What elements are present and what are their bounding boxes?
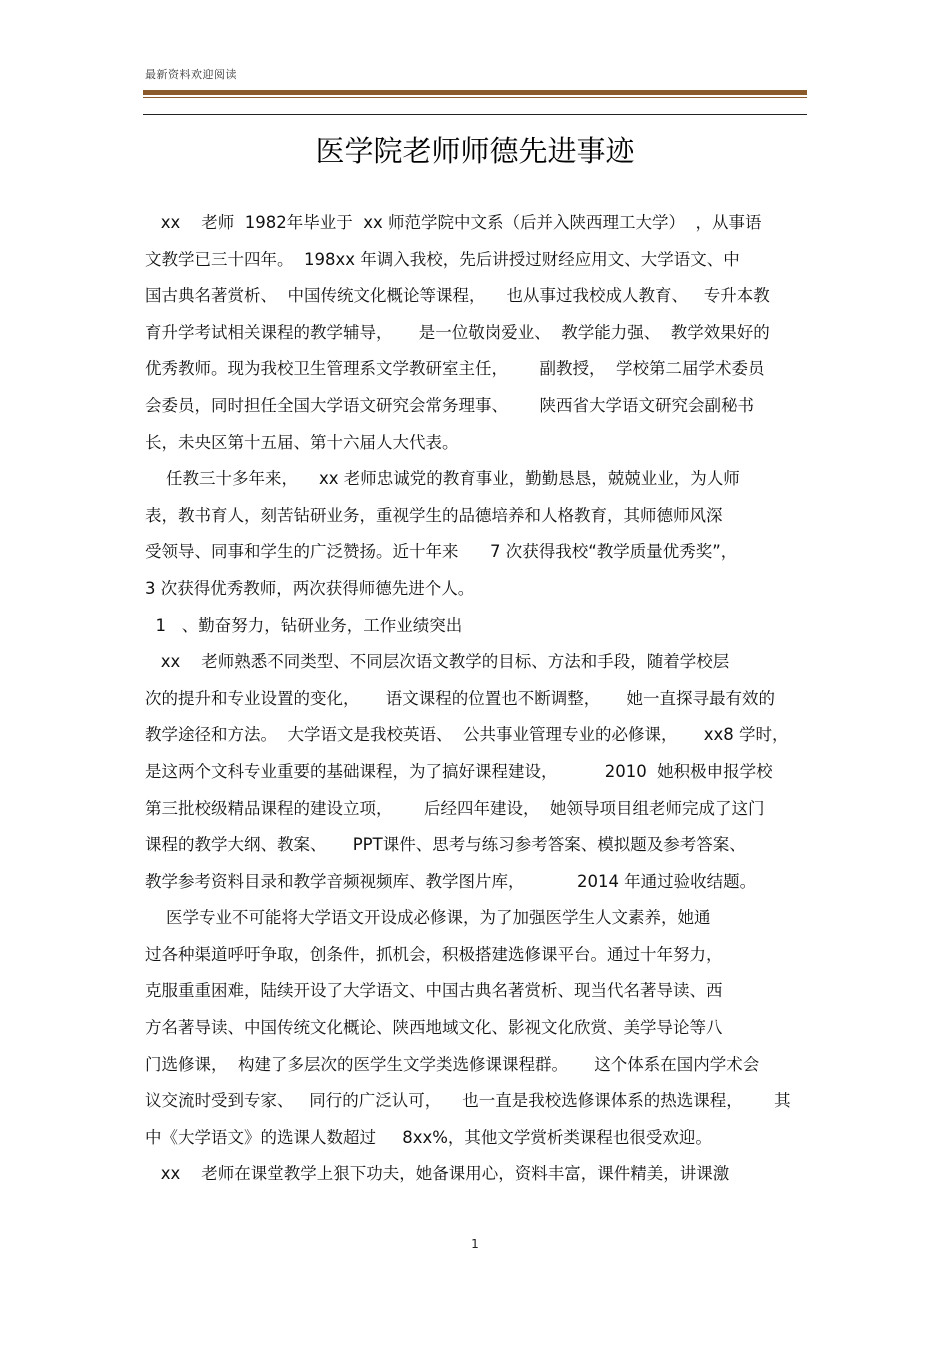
- body-line: 教学参考资料目录和教学音频视频库、教学图片库， 2014 年通过验收结题。: [145, 871, 757, 891]
- body-top-rule: [143, 114, 807, 115]
- body-line: 优秀教师。现为我校卫生管理系文学教研室主任， 副教授， 学校第二届学术委员: [145, 359, 765, 379]
- body-line: 表，教书育人，刻苦钻研业务，重视学生的品德培养和人格教育，其师德师风深: [145, 505, 723, 525]
- body-line: 门选修课， 构建了多层次的医学生文学类选修课课程群。 这个体系在国内学术会: [145, 1054, 760, 1074]
- body-line: 课程的教学大纲、教案、 PPT课件、思考与练习参考答案、模拟题及参考答案、: [145, 835, 746, 855]
- body-line: 任教三十多年来， xx 老师忠诚党的教育事业，勤勤恳恳，兢兢业业，为人师: [145, 469, 740, 489]
- body-line: 国古典名著赏析、 中国传统文化概论等课程， 也从事过我校成人教育、 专升本教: [145, 286, 770, 306]
- body-line: 会委员，同时担任全国大学语文研究会常务理事、 陕西省大学语文研究会副秘书: [145, 395, 754, 415]
- header-rule-thin: [143, 97, 807, 98]
- body-line: 受领导、同事和学生的广泛赞扬。近十年来 7 次获得我校“教学质量优秀奖”，: [145, 542, 738, 562]
- running-header: 最新资料欢迎阅读: [145, 68, 237, 81]
- body-line: xx 老师在课堂教学上狠下功夫，她备课用心，资料丰富，课件精美，讲课激: [145, 1164, 730, 1184]
- body-line: 教学途径和方法。 大学语文是我校英语、 公共事业管理专业的必修课， xx8 学时，: [145, 725, 789, 745]
- body-line: 克服重重困难，陆续开设了大学语文、中国古典名著赏析、现当代名著导读、西: [145, 981, 723, 1001]
- body-line: xx 老师熟悉不同类型、不同层次语文教学的目标、方法和手段，随着学校层: [145, 652, 730, 672]
- document-title: 医学院老师师德先进事迹: [315, 134, 635, 168]
- body-line: 长，未央区第十五届、第十六届人大代表。: [145, 432, 459, 452]
- section-heading: 1 、勤奋努力，钻研业务，工作业绩突出: [145, 615, 463, 635]
- body-line: 育升学考试相关课程的教学辅导， 是一位敬岗爱业、 教学能力强、 教学效果好的: [145, 322, 770, 342]
- body-line: 议交流时受到专家、 同行的广泛认可， 也一直是我校选修课体系的热选课程， 其: [145, 1091, 791, 1111]
- article-body: [145, 205, 807, 1193]
- body-line: 方名著导读、中国传统文化概论、陕西地域文化、影视文化欣赏、美学导论等八: [145, 1018, 723, 1038]
- body-line: 文教学已三十四年。 198xx 年调入我校，先后讲授过财经应用文、大学语文、中: [145, 249, 740, 269]
- body-line: 第三批校级精品课程的建设立项， 后经四年建设， 她领导项目组老师完成了这门: [145, 798, 765, 818]
- body-line: 过各种渠道呼吁争取，创条件，抓机会，积极搭建选修课平台。通过十年努力，: [145, 944, 723, 964]
- body-line: 3 次获得优秀教师，两次获得师德先进个人。: [145, 578, 475, 598]
- body-line: 次的提升和专业设置的变化， 语文课程的位置也不断调整， 她一直探寻最有效的: [145, 688, 775, 708]
- page-number: 1: [471, 1237, 479, 1251]
- body-line: xx 老师 1982年毕业于 xx 师范学院中文系（后并入陕西理工大学） ，从事语: [145, 213, 762, 232]
- header-rule-thick: [143, 90, 807, 95]
- body-line: 医学专业不可能将大学语文开设成必修课，为了加强医学生人文素养，她通: [145, 908, 711, 928]
- body-line: 中《大学语文》的选课人数超过 8xx%，其他文学赏析类课程也很受欢迎。: [145, 1127, 712, 1147]
- body-line: 是这两个文科专业重要的基础课程，为了搞好课程建设， 2010 她积极申报学校: [145, 761, 773, 781]
